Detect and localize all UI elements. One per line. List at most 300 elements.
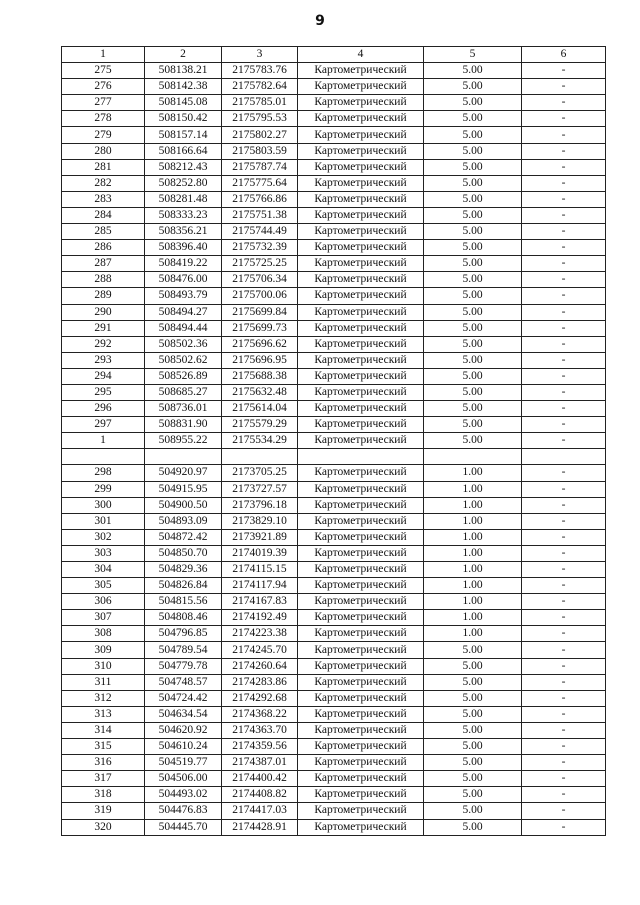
accuracy-cell: 5.00: [424, 111, 522, 127]
y-coordinate-cell: 2174115.15: [222, 562, 298, 578]
note-cell: -: [522, 224, 606, 240]
table-row: [62, 63, 606, 79]
y-coordinate-cell: 2175787.74: [222, 159, 298, 175]
x-coordinate-cell: 508142.38: [145, 79, 222, 95]
table-row: [62, 706, 606, 722]
table-row: [62, 594, 606, 610]
point-number-cell: 310: [62, 658, 145, 674]
point-number-cell: 304: [62, 562, 145, 578]
point-number-cell: 282: [62, 175, 145, 191]
method-cell: Картометрический: [298, 722, 424, 738]
x-coordinate-cell: 504796.85: [145, 626, 222, 642]
accuracy-cell: 5.00: [424, 690, 522, 706]
x-coordinate-cell: 504445.70: [145, 819, 222, 835]
point-number-cell: 317: [62, 771, 145, 787]
note-cell: -: [522, 610, 606, 626]
point-number-cell: 284: [62, 207, 145, 223]
accuracy-cell: 5.00: [424, 143, 522, 159]
coordinates-table: [61, 46, 606, 836]
table-row: [62, 690, 606, 706]
point-number-cell: 300: [62, 497, 145, 513]
point-number-cell: 294: [62, 368, 145, 384]
accuracy-cell: 5.00: [424, 706, 522, 722]
x-coordinate-cell: 508685.27: [145, 384, 222, 400]
accuracy-cell: 1.00: [424, 513, 522, 529]
x-coordinate-cell: 504850.70: [145, 545, 222, 561]
table-row: [62, 79, 606, 95]
method-cell: Картометрический: [298, 143, 424, 159]
note-cell: -: [522, 143, 606, 159]
table-row: [62, 755, 606, 771]
note-cell: -: [522, 127, 606, 143]
table-row: [62, 787, 606, 803]
accuracy-cell: 5.00: [424, 207, 522, 223]
x-coordinate-cell: 504826.84: [145, 578, 222, 594]
x-coordinate-cell: 508166.64: [145, 143, 222, 159]
x-coordinate-cell: 508333.23: [145, 207, 222, 223]
table-row: [62, 803, 606, 819]
method-cell: Картометрический: [298, 127, 424, 143]
table-row: [62, 159, 606, 175]
accuracy-cell: 5.00: [424, 722, 522, 738]
y-coordinate-cell: 2175614.04: [222, 401, 298, 417]
x-coordinate-cell: 508138.21: [145, 63, 222, 79]
point-number-cell: 281: [62, 159, 145, 175]
table-row: [62, 191, 606, 207]
y-coordinate-cell: 2175775.64: [222, 175, 298, 191]
table-row: [62, 674, 606, 690]
method-cell: Картометрический: [298, 159, 424, 175]
x-coordinate-cell: 508150.42: [145, 111, 222, 127]
y-coordinate-cell: 2174245.70: [222, 642, 298, 658]
y-coordinate-cell: 2175699.84: [222, 304, 298, 320]
y-coordinate-cell: 2175802.27: [222, 127, 298, 143]
x-coordinate-cell: 508419.22: [145, 256, 222, 272]
table-row: [62, 207, 606, 223]
accuracy-cell: 1.00: [424, 610, 522, 626]
table-row: [62, 175, 606, 191]
y-coordinate-cell: 2174387.01: [222, 755, 298, 771]
method-cell: Картометрический: [298, 111, 424, 127]
x-coordinate-cell: 504610.24: [145, 739, 222, 755]
header-cell: 2: [145, 47, 222, 63]
accuracy-cell: 5.00: [424, 674, 522, 690]
point-number-cell: 283: [62, 191, 145, 207]
note-cell: -: [522, 787, 606, 803]
header-row: [62, 47, 606, 63]
x-coordinate-cell: 508281.48: [145, 191, 222, 207]
y-coordinate-cell: 2175632.48: [222, 384, 298, 400]
x-coordinate-cell: 508955.22: [145, 433, 222, 449]
x-coordinate-cell: 504900.50: [145, 497, 222, 513]
point-number-cell: 292: [62, 336, 145, 352]
method-cell: Картометрический: [298, 594, 424, 610]
y-coordinate-cell: [222, 449, 298, 465]
point-number-cell: 316: [62, 755, 145, 771]
point-number-cell: 275: [62, 63, 145, 79]
note-cell: -: [522, 368, 606, 384]
point-number-cell: 306: [62, 594, 145, 610]
table-row: [62, 288, 606, 304]
point-number-cell: 309: [62, 642, 145, 658]
point-number-cell: 313: [62, 706, 145, 722]
accuracy-cell: 1.00: [424, 465, 522, 481]
note-cell: -: [522, 497, 606, 513]
method-cell: Картометрический: [298, 803, 424, 819]
y-coordinate-cell: 2174223.38: [222, 626, 298, 642]
method-cell: Картометрический: [298, 63, 424, 79]
note-cell: -: [522, 240, 606, 256]
y-coordinate-cell: 2175700.06: [222, 288, 298, 304]
method-cell: Картометрический: [298, 642, 424, 658]
method-cell: Картометрический: [298, 352, 424, 368]
point-number-cell: 298: [62, 465, 145, 481]
x-coordinate-cell: 508493.79: [145, 288, 222, 304]
x-coordinate-cell: 508502.62: [145, 352, 222, 368]
method-cell: Картометрический: [298, 95, 424, 111]
y-coordinate-cell: 2174283.86: [222, 674, 298, 690]
x-coordinate-cell: 504779.78: [145, 658, 222, 674]
y-coordinate-cell: 2175783.76: [222, 63, 298, 79]
note-cell: -: [522, 642, 606, 658]
note-cell: -: [522, 111, 606, 127]
table-row: [62, 127, 606, 143]
table-row: [62, 497, 606, 513]
accuracy-cell: 5.00: [424, 336, 522, 352]
accuracy-cell: 5.00: [424, 288, 522, 304]
header-cell: 1: [62, 47, 145, 63]
table-row: [62, 417, 606, 433]
table-row: [62, 771, 606, 787]
method-cell: Картометрический: [298, 626, 424, 642]
method-cell: Картометрический: [298, 819, 424, 835]
y-coordinate-cell: 2174192.49: [222, 610, 298, 626]
x-coordinate-cell: 504620.92: [145, 722, 222, 738]
note-cell: -: [522, 79, 606, 95]
note-cell: -: [522, 433, 606, 449]
method-cell: Картометрический: [298, 513, 424, 529]
method-cell: Картометрический: [298, 288, 424, 304]
method-cell: Картометрический: [298, 545, 424, 561]
accuracy-cell: 5.00: [424, 175, 522, 191]
point-number-cell: 314: [62, 722, 145, 738]
table-row: [62, 545, 606, 561]
method-cell: Картометрический: [298, 417, 424, 433]
y-coordinate-cell: 2175795.53: [222, 111, 298, 127]
accuracy-cell: 5.00: [424, 642, 522, 658]
note-cell: -: [522, 384, 606, 400]
point-number-cell: 311: [62, 674, 145, 690]
point-number-cell: 320: [62, 819, 145, 835]
table-row: [62, 224, 606, 240]
note-cell: -: [522, 320, 606, 336]
table-row: [62, 819, 606, 835]
accuracy-cell: 5.00: [424, 272, 522, 288]
note-cell: -: [522, 690, 606, 706]
method-cell: Картометрический: [298, 79, 424, 95]
table-row: [62, 578, 606, 594]
accuracy-cell: 5.00: [424, 433, 522, 449]
y-coordinate-cell: 2174417.03: [222, 803, 298, 819]
note-cell: -: [522, 578, 606, 594]
y-coordinate-cell: 2175699.73: [222, 320, 298, 336]
note-cell: -: [522, 739, 606, 755]
table-row: [62, 433, 606, 449]
point-number-cell: 308: [62, 626, 145, 642]
note-cell: -: [522, 803, 606, 819]
note-cell: -: [522, 191, 606, 207]
note-cell: -: [522, 272, 606, 288]
y-coordinate-cell: 2175751.38: [222, 207, 298, 223]
table-row: [62, 272, 606, 288]
x-coordinate-cell: 504872.42: [145, 529, 222, 545]
method-cell: Картометрический: [298, 320, 424, 336]
method-cell: Картометрический: [298, 368, 424, 384]
method-cell: Картометрический: [298, 401, 424, 417]
y-coordinate-cell: 2174363.70: [222, 722, 298, 738]
accuracy-cell: 5.00: [424, 63, 522, 79]
x-coordinate-cell: 508252.80: [145, 175, 222, 191]
table-row: [62, 642, 606, 658]
x-coordinate-cell: 504920.97: [145, 465, 222, 481]
table-row: [62, 401, 606, 417]
point-number-cell: 290: [62, 304, 145, 320]
accuracy-cell: 5.00: [424, 224, 522, 240]
x-coordinate-cell: 504506.00: [145, 771, 222, 787]
table-row: [62, 368, 606, 384]
method-cell: Картометрический: [298, 706, 424, 722]
method-cell: Картометрический: [298, 256, 424, 272]
point-number-cell: 303: [62, 545, 145, 561]
x-coordinate-cell: 504789.54: [145, 642, 222, 658]
accuracy-cell: 5.00: [424, 79, 522, 95]
y-coordinate-cell: 2175732.39: [222, 240, 298, 256]
y-coordinate-cell: 2175579.29: [222, 417, 298, 433]
accuracy-cell: 1.00: [424, 529, 522, 545]
x-coordinate-cell: 508736.01: [145, 401, 222, 417]
accuracy-cell: 5.00: [424, 384, 522, 400]
y-coordinate-cell: 2173796.18: [222, 497, 298, 513]
y-coordinate-cell: 2174368.22: [222, 706, 298, 722]
note-cell: -: [522, 755, 606, 771]
x-coordinate-cell: 504493.02: [145, 787, 222, 803]
x-coordinate-cell: 508831.90: [145, 417, 222, 433]
note-cell: [522, 449, 606, 465]
x-coordinate-cell: 508396.40: [145, 240, 222, 256]
accuracy-cell: 5.00: [424, 352, 522, 368]
note-cell: -: [522, 722, 606, 738]
y-coordinate-cell: 2173727.57: [222, 481, 298, 497]
point-number-cell: 319: [62, 803, 145, 819]
method-cell: [298, 449, 424, 465]
header-cell: 5: [424, 47, 522, 63]
note-cell: -: [522, 706, 606, 722]
method-cell: Картометрический: [298, 497, 424, 513]
note-cell: -: [522, 304, 606, 320]
point-number-cell: 307: [62, 610, 145, 626]
accuracy-cell: 5.00: [424, 803, 522, 819]
method-cell: Картометрический: [298, 191, 424, 207]
x-coordinate-cell: 508494.44: [145, 320, 222, 336]
note-cell: -: [522, 352, 606, 368]
method-cell: Картометрический: [298, 690, 424, 706]
x-coordinate-cell: 504893.09: [145, 513, 222, 529]
accuracy-cell: 5.00: [424, 787, 522, 803]
point-number-cell: 318: [62, 787, 145, 803]
method-cell: Картометрический: [298, 481, 424, 497]
method-cell: Картометрический: [298, 610, 424, 626]
method-cell: Картометрический: [298, 304, 424, 320]
accuracy-cell: 5.00: [424, 658, 522, 674]
point-number-cell: 285: [62, 224, 145, 240]
table-row: [62, 449, 606, 465]
x-coordinate-cell: 508526.89: [145, 368, 222, 384]
point-number-cell: 280: [62, 143, 145, 159]
table-row: [62, 95, 606, 111]
table-row: [62, 513, 606, 529]
method-cell: Картометрический: [298, 175, 424, 191]
x-coordinate-cell: 508157.14: [145, 127, 222, 143]
x-coordinate-cell: 508494.27: [145, 304, 222, 320]
note-cell: -: [522, 465, 606, 481]
table-row: [62, 481, 606, 497]
point-number-cell: 289: [62, 288, 145, 304]
table-row: [62, 256, 606, 272]
accuracy-cell: 5.00: [424, 417, 522, 433]
accuracy-cell: 5.00: [424, 191, 522, 207]
x-coordinate-cell: 504829.36: [145, 562, 222, 578]
table-row: [62, 465, 606, 481]
table-row: [62, 626, 606, 642]
table-row: [62, 336, 606, 352]
method-cell: Картометрический: [298, 272, 424, 288]
note-cell: -: [522, 175, 606, 191]
x-coordinate-cell: 504634.54: [145, 706, 222, 722]
point-number-cell: 288: [62, 272, 145, 288]
y-coordinate-cell: 2175782.64: [222, 79, 298, 95]
table-row: [62, 111, 606, 127]
accuracy-cell: 5.00: [424, 755, 522, 771]
y-coordinate-cell: 2174117.94: [222, 578, 298, 594]
y-coordinate-cell: 2174019.39: [222, 545, 298, 561]
accuracy-cell: 1.00: [424, 626, 522, 642]
header-cell: 3: [222, 47, 298, 63]
note-cell: -: [522, 819, 606, 835]
point-number-cell: 312: [62, 690, 145, 706]
y-coordinate-cell: 2175696.62: [222, 336, 298, 352]
x-coordinate-cell: 504748.57: [145, 674, 222, 690]
x-coordinate-cell: 504724.42: [145, 690, 222, 706]
accuracy-cell: [424, 449, 522, 465]
y-coordinate-cell: 2174167.83: [222, 594, 298, 610]
note-cell: -: [522, 562, 606, 578]
point-number-cell: 286: [62, 240, 145, 256]
table-row: [62, 240, 606, 256]
method-cell: Картометрический: [298, 739, 424, 755]
method-cell: Картометрический: [298, 384, 424, 400]
table-row: [62, 562, 606, 578]
point-number-cell: 295: [62, 384, 145, 400]
method-cell: Картометрический: [298, 433, 424, 449]
table-row: [62, 143, 606, 159]
x-coordinate-cell: 504476.83: [145, 803, 222, 819]
point-number-cell: [62, 449, 145, 465]
method-cell: Картометрический: [298, 240, 424, 256]
table-row: [62, 529, 606, 545]
x-coordinate-cell: 508502.36: [145, 336, 222, 352]
x-coordinate-cell: 504808.46: [145, 610, 222, 626]
accuracy-cell: 1.00: [424, 497, 522, 513]
table-row: [62, 739, 606, 755]
point-number-cell: 293: [62, 352, 145, 368]
point-number-cell: 279: [62, 127, 145, 143]
point-number-cell: 296: [62, 401, 145, 417]
method-cell: Картометрический: [298, 578, 424, 594]
y-coordinate-cell: 2175744.49: [222, 224, 298, 240]
y-coordinate-cell: 2174359.56: [222, 739, 298, 755]
method-cell: Картометрический: [298, 787, 424, 803]
method-cell: Картометрический: [298, 755, 424, 771]
method-cell: Картометрический: [298, 465, 424, 481]
y-coordinate-cell: 2174408.82: [222, 787, 298, 803]
header-cell: 4: [298, 47, 424, 63]
note-cell: -: [522, 288, 606, 304]
y-coordinate-cell: 2175725.25: [222, 256, 298, 272]
method-cell: Картометрический: [298, 658, 424, 674]
x-coordinate-cell: 508476.00: [145, 272, 222, 288]
y-coordinate-cell: 2173829.10: [222, 513, 298, 529]
accuracy-cell: 5.00: [424, 819, 522, 835]
note-cell: -: [522, 545, 606, 561]
y-coordinate-cell: 2174400.42: [222, 771, 298, 787]
accuracy-cell: 5.00: [424, 320, 522, 336]
x-coordinate-cell: 508356.21: [145, 224, 222, 240]
table-row: [62, 658, 606, 674]
x-coordinate-cell: [145, 449, 222, 465]
note-cell: -: [522, 771, 606, 787]
note-cell: -: [522, 95, 606, 111]
table-row: [62, 610, 606, 626]
method-cell: Картометрический: [298, 207, 424, 223]
y-coordinate-cell: 2174292.68: [222, 690, 298, 706]
accuracy-cell: 5.00: [424, 159, 522, 175]
table-row: [62, 722, 606, 738]
y-coordinate-cell: 2175688.38: [222, 368, 298, 384]
table-header: [62, 47, 606, 63]
note-cell: -: [522, 63, 606, 79]
table-row: [62, 304, 606, 320]
method-cell: Картометрический: [298, 336, 424, 352]
y-coordinate-cell: 2175766.86: [222, 191, 298, 207]
note-cell: -: [522, 207, 606, 223]
note-cell: -: [522, 626, 606, 642]
table-body: [62, 63, 606, 836]
x-coordinate-cell: 508212.43: [145, 159, 222, 175]
table-row: [62, 352, 606, 368]
method-cell: Картометрический: [298, 529, 424, 545]
note-cell: -: [522, 256, 606, 272]
y-coordinate-cell: 2175534.29: [222, 433, 298, 449]
point-number-cell: 299: [62, 481, 145, 497]
accuracy-cell: 5.00: [424, 240, 522, 256]
accuracy-cell: 5.00: [424, 95, 522, 111]
table-row: [62, 320, 606, 336]
note-cell: -: [522, 529, 606, 545]
point-number-cell: 278: [62, 111, 145, 127]
accuracy-cell: 1.00: [424, 481, 522, 497]
point-number-cell: 277: [62, 95, 145, 111]
point-number-cell: 287: [62, 256, 145, 272]
